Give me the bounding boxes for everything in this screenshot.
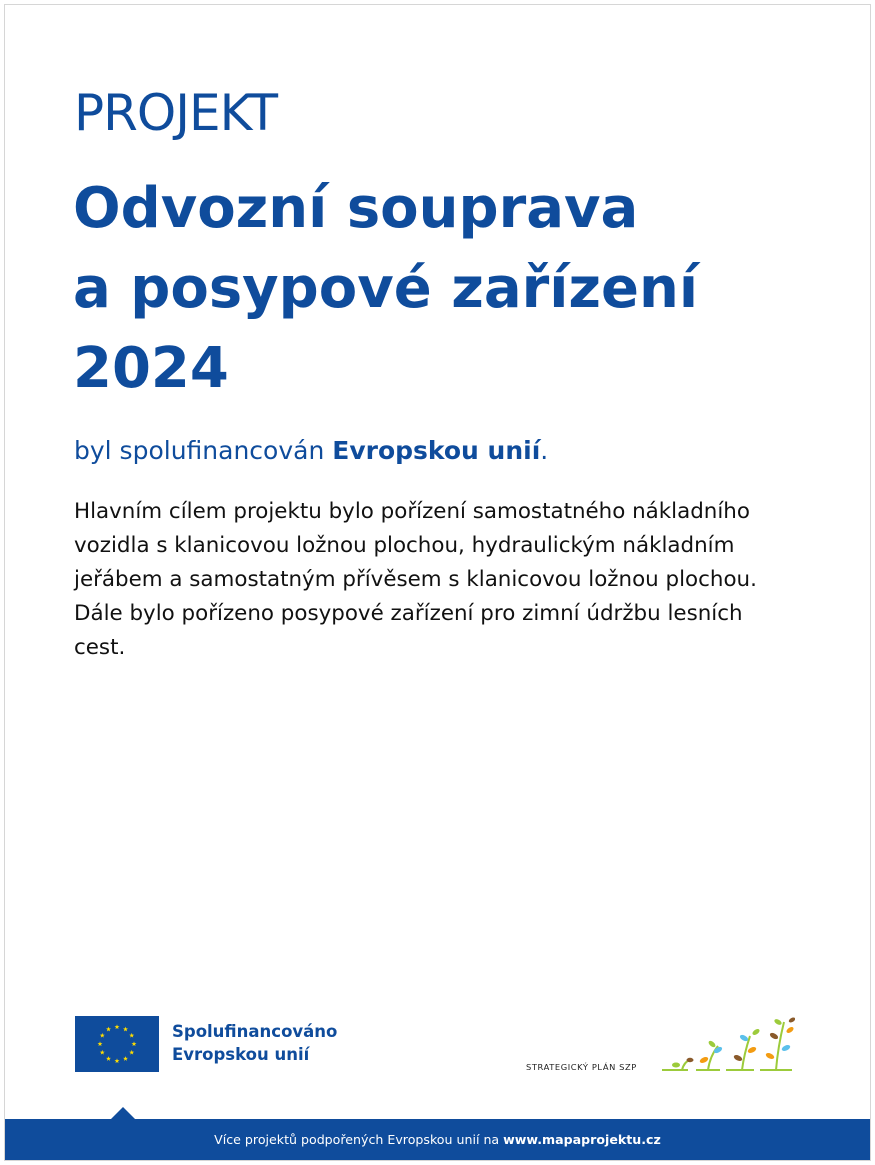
eu-flag-icon xyxy=(75,1016,159,1072)
description-line: vozidla s klanicovou ložnou plochou, hydraulickým nákladním xyxy=(74,533,735,558)
footer-notch xyxy=(111,1107,135,1119)
footer-text: Více projektů podpořených Evropskou unií na xyxy=(214,1132,504,1147)
title-line-2: a posypové zařízení xyxy=(73,256,699,321)
cofinancing-suffix: . xyxy=(540,436,549,465)
description-line: Dále bylo pořízeno posypové zařízení pro zimní údržbu lesních xyxy=(74,601,743,626)
szp-label: STRATEGICKÝ PLÁN SZP xyxy=(526,1062,637,1072)
cofinancing-prefix: byl spolufinancován xyxy=(74,436,333,465)
eu-logo-line-1: Spolufinancováno xyxy=(172,1022,338,1041)
eu-logo-line-2: Evropskou unií xyxy=(172,1045,310,1064)
poster xyxy=(4,4,871,1161)
cofinancing-eu: Evropskou unií xyxy=(332,436,541,465)
description-line: jeřábem a samostatným přívěsem s klanicovou ložnou plochou. xyxy=(74,567,757,592)
project-title xyxy=(73,169,833,409)
description-line: Hlavním cílem projektu bylo pořízení samostatného nákladního xyxy=(74,499,750,524)
sprouts-icon xyxy=(660,1016,795,1074)
title-line-1: Odvozní souprava xyxy=(73,176,639,241)
title-line-3: 2024 xyxy=(73,336,229,401)
project-label: PROJEKT xyxy=(74,84,278,142)
cofinancing-statement xyxy=(74,435,548,467)
eu-cofinanced-logo-text xyxy=(172,1020,337,1066)
description-line: cest. xyxy=(74,635,126,660)
footer-bar xyxy=(5,1119,870,1160)
project-description xyxy=(74,495,834,665)
footer-link[interactable]: www.mapaprojektu.cz xyxy=(503,1132,661,1147)
